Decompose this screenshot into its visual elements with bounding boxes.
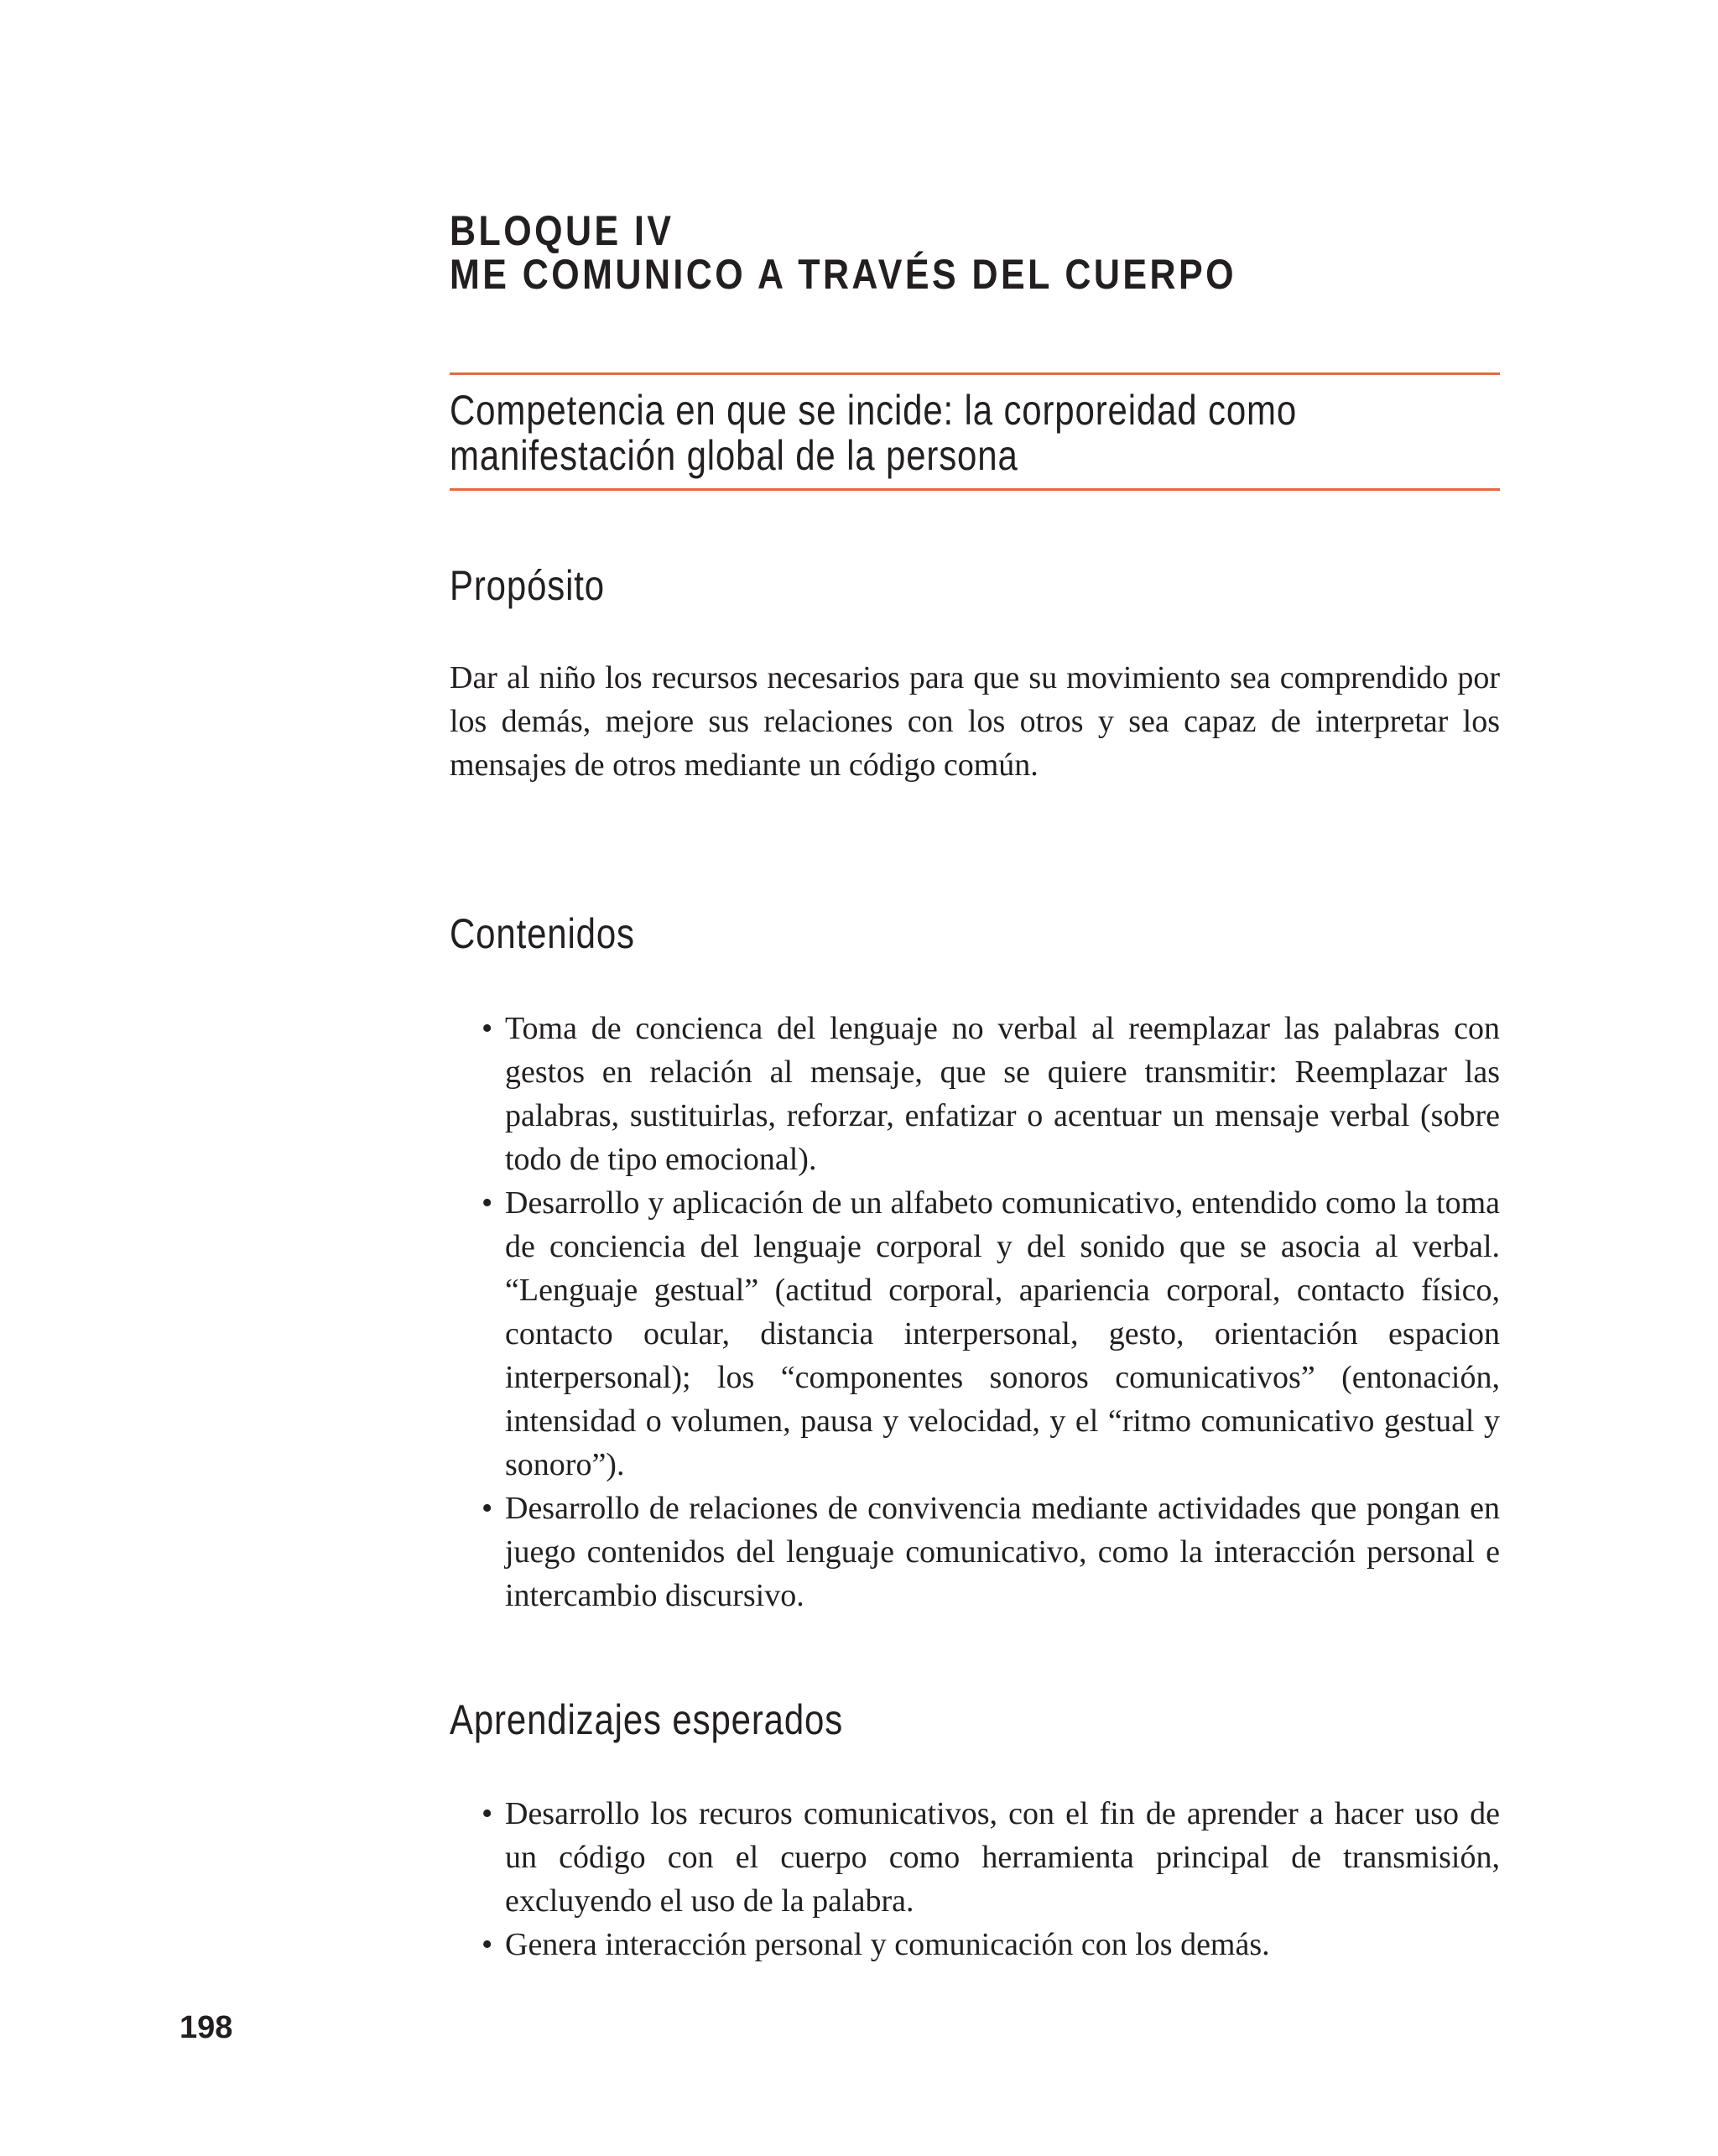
list-item-text: Desarrollo de relaciones de convivencia mediante actividades que pongan en juego contenidos del lenguaje comunicativo, como la interacción personal e intercambio discursivo. [505, 1491, 1500, 1613]
contenidos-heading: Contenidos [450, 910, 635, 957]
list-item [450, 1181, 1500, 1487]
block-title: ME COMUNICO A TRAVÉS DEL CUERPO [450, 251, 1237, 298]
bullet-icon: • [482, 1185, 493, 1221]
list-item-text: Genera interacción personal y comunicación con los demás. [505, 1927, 1270, 1962]
bullet-icon: • [482, 1927, 493, 1962]
list-item-text: Toma de concienca del lenguaje no verbal al reemplazar las palabras con gestos en relación al mensaje, que se quiere transmitir: Reemplazar las palabras, sustituirlas, reforzar, enfatizar o acentuar un mensaje verbal (sobre todo de tipo emocional). [505, 1011, 1500, 1177]
list-item-text: Desarrollo y aplicación de un alfabeto comunicativo, entendido como la toma de conciencia del lenguaje corporal y del sonido que se asocia al verbal. “Lenguaje gestual” (actitud corporal, apariencia corporal, contacto físico, contacto ocular, distancia interpersonal, gesto, orientación espacion interpersonal); los “componentes sonoros comunicativos” (entonación, intensidad o volumen, pausa y velocidad, y el “ritmo comunicativo gestual y sonoro”). [505, 1185, 1500, 1482]
competencia-text: Competencia en que se incide: la corporeidad como manifestación global de la persona [450, 387, 1298, 479]
bullet-icon: • [482, 1491, 493, 1526]
list-item-text: Desarrollo los recuros comunicativos, con el fin de aprender a hacer uso de un código con el cuerpo como herramienta principal de transmisión, excluyendo el uso de la palabra. [505, 1796, 1500, 1919]
page-number: 198 [180, 2010, 233, 2045]
list-item [450, 1487, 1500, 1617]
bullet-icon: • [482, 1011, 493, 1046]
aprendizajes-heading: Aprendizajes esperados [450, 1696, 844, 1743]
list-item [450, 1923, 1500, 1966]
list-item [450, 1007, 1500, 1181]
proposito-paragraph: Dar al niño los recursos necesarios para que su movimiento sea comprendido por los demás, mejore sus relaciones con los otros y sea capaz de interpretar los mensajes de otros mediante un código común. [450, 660, 1500, 783]
list-item [450, 1792, 1500, 1923]
bullet-icon: • [482, 1796, 493, 1831]
competencia-top-rule [450, 372, 1500, 375]
proposito-heading: Propósito [450, 562, 605, 609]
aprendizajes-list [450, 1792, 1500, 1966]
block-label: BLOQUE IV [450, 207, 674, 254]
contenidos-list [450, 1007, 1500, 1617]
competencia-bottom-rule [450, 488, 1500, 491]
